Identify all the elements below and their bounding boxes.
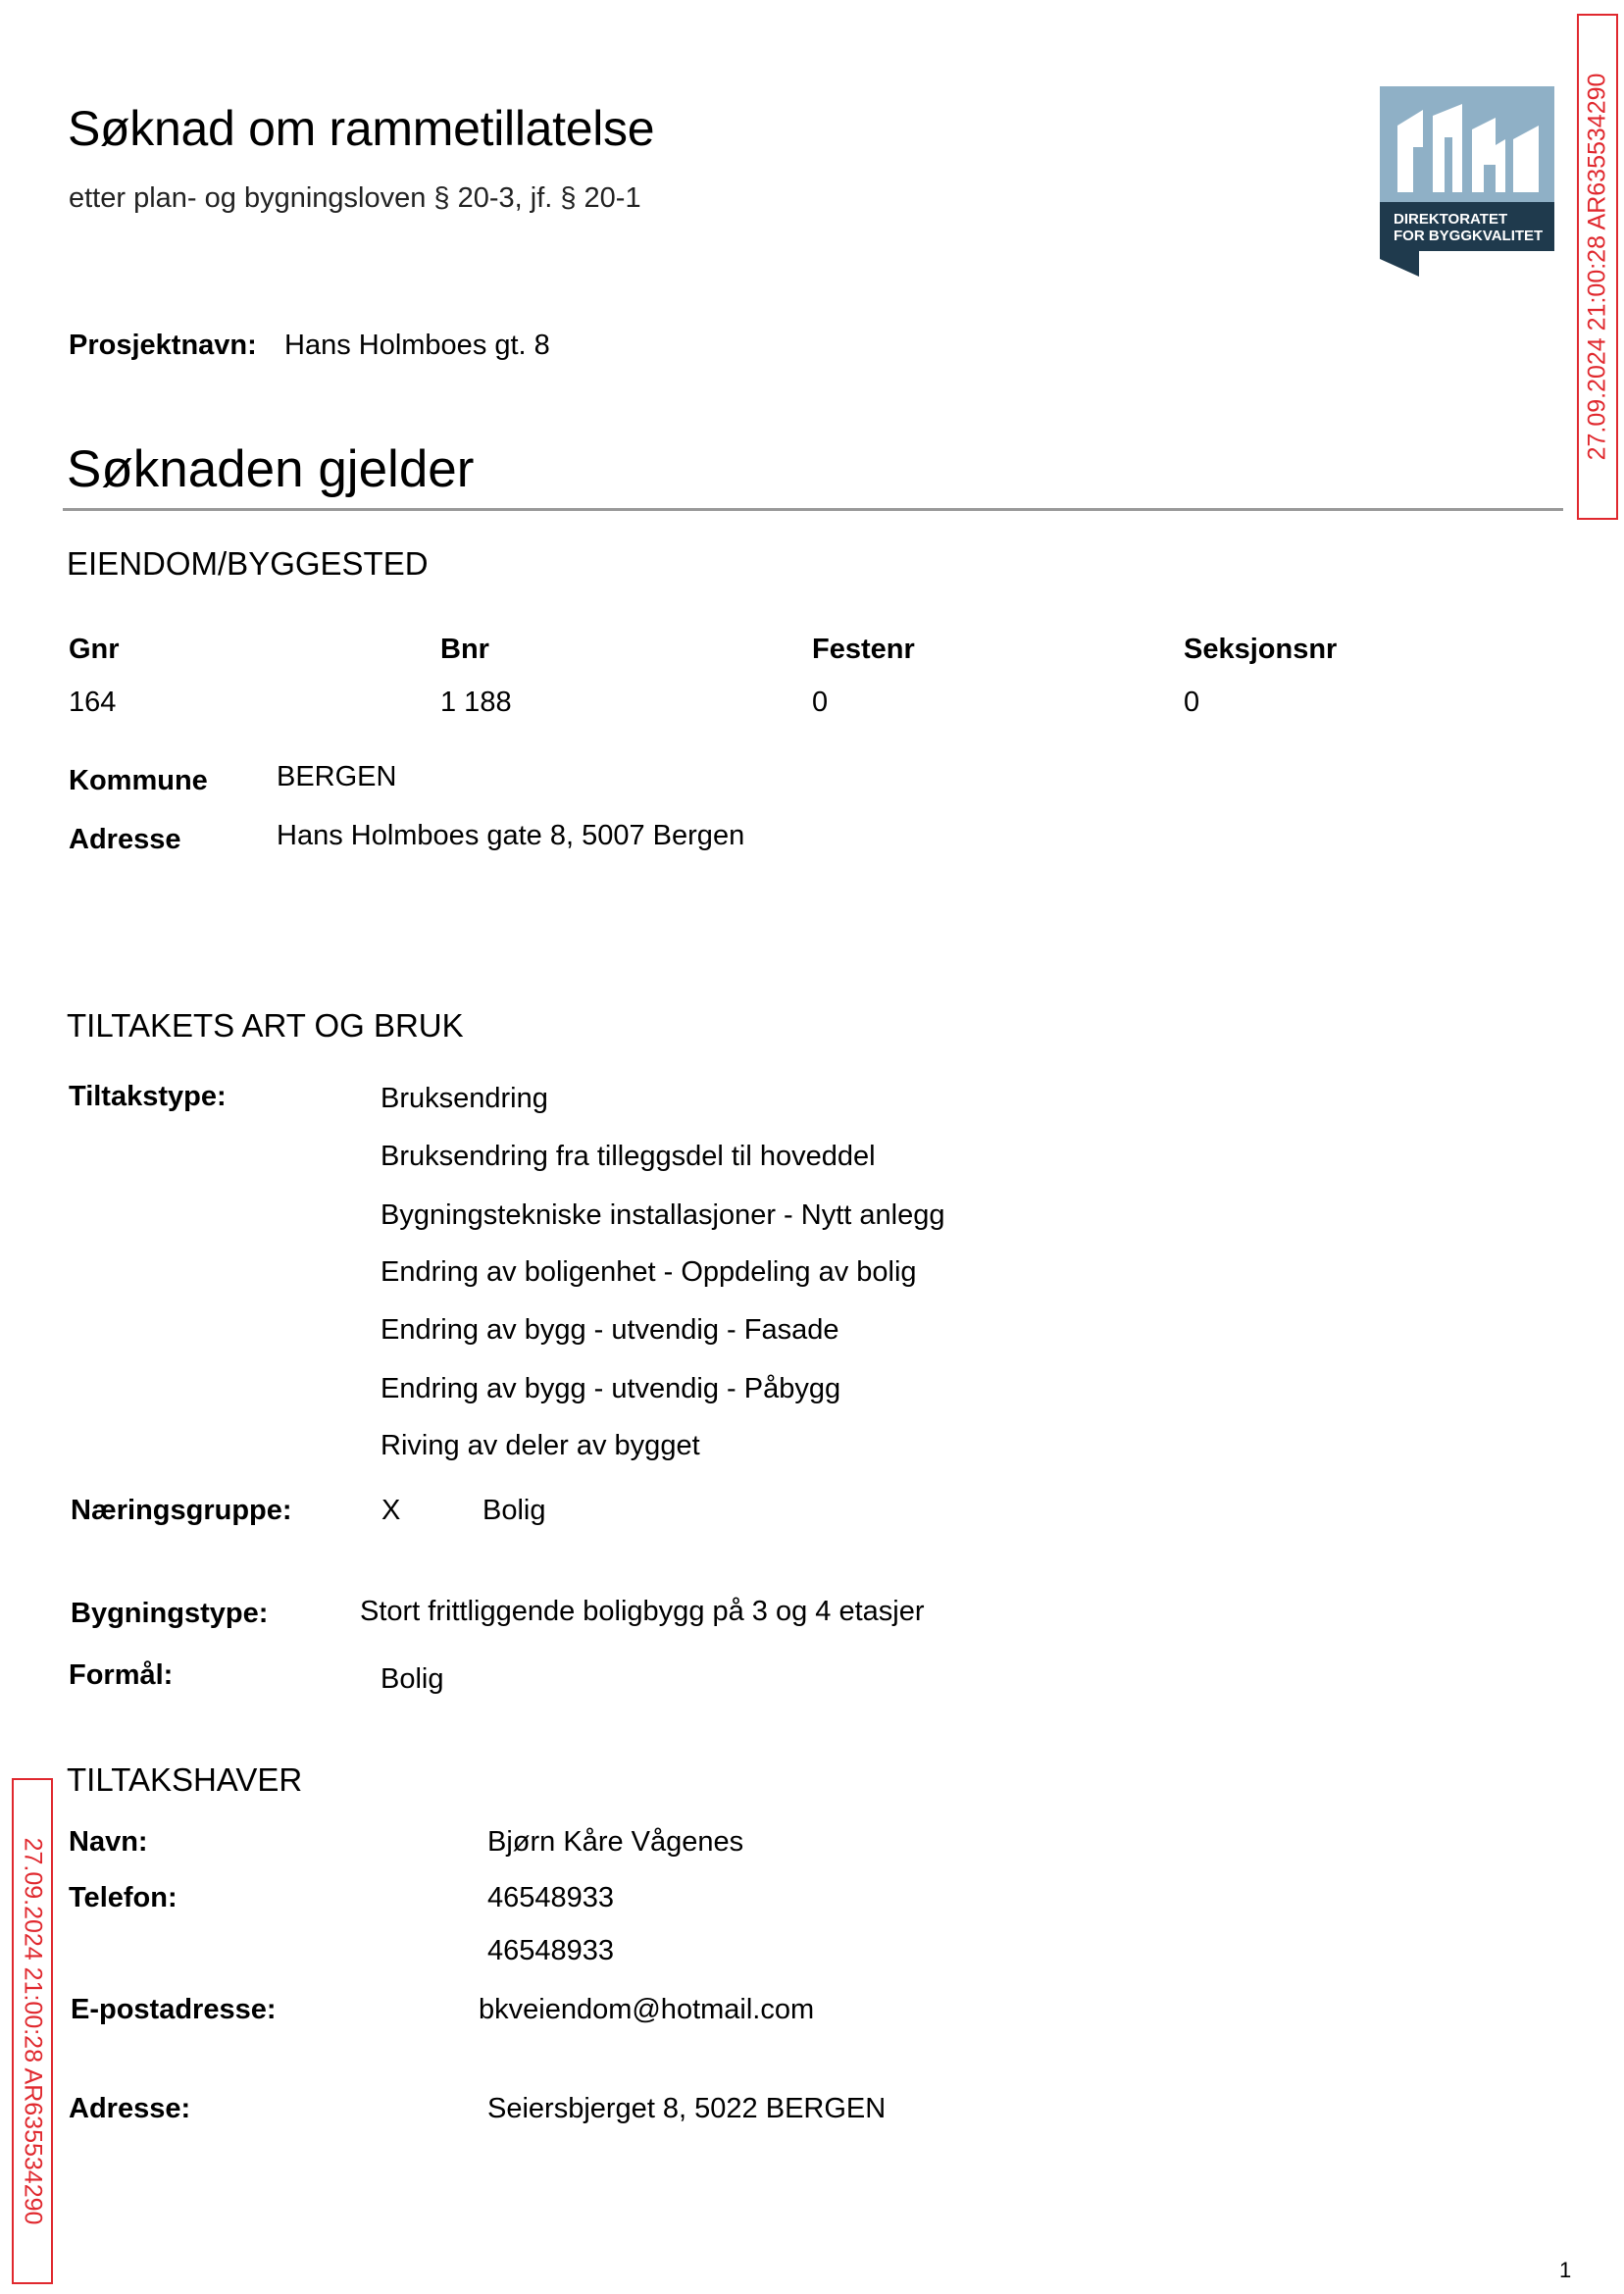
tiltakshaver-adresse-value: Seiersbjerget 8, 5022 BERGEN (487, 2093, 887, 2124)
document-title: Søknad om rammetillatelse (68, 101, 655, 156)
formaal-value: Bolig (381, 1663, 444, 1695)
navn-value: Bjørn Kåre Vågenes (487, 1826, 744, 1858)
tiltakstype-item: Bygningstekniske installasjoner - Nytt anlegg (381, 1199, 945, 1231)
received-stamp-top (1577, 14, 1618, 520)
telefon-label: Telefon: (69, 1882, 178, 1913)
eiendom-heading: EIENDOM/BYGGESTED (67, 545, 429, 582)
seksjonsnr-label: Seksjonsnr (1184, 634, 1338, 665)
gnr-value: 164 (69, 687, 117, 718)
tiltak-heading: TILTAKETS ART OG BRUK (67, 1007, 464, 1044)
kommune-value: BERGEN (277, 761, 397, 792)
received-stamp-top-text: 27.09.2024 21:00:28 AR635534290 (1583, 73, 1611, 461)
formaal-label: Formål: (69, 1659, 174, 1691)
epost-label: E-postadresse: (71, 1994, 277, 2025)
naeringsgruppe-code: X (381, 1495, 401, 1526)
tiltakstype-item: Bruksendring fra tilleggsdel til hoveddel (381, 1141, 876, 1172)
naeringsgruppe-value: Bolig (482, 1495, 546, 1526)
gnr-label: Gnr (69, 634, 120, 665)
tiltakstype-item: Bruksendring (381, 1083, 548, 1114)
seksjonsnr-value: 0 (1184, 687, 1200, 718)
tiltakshaver-heading: TILTAKSHAVER (67, 1761, 303, 1798)
tiltakstype-item: Endring av boligenhet - Oppdeling av bolig (381, 1256, 917, 1288)
logo-line2: FOR BYGGKVALITET (1394, 228, 1544, 244)
bygningstype-value: Stort frittliggende boligbygg på 3 og 4 etasjer (360, 1596, 925, 1627)
telefon-value-secondary: 46548933 (487, 1935, 615, 1966)
project-name-value: Hans Holmboes gt. 8 (284, 330, 550, 361)
project-name-label: Prosjektnavn: (69, 330, 257, 361)
tiltakstype-item: Endring av bygg - utvendig - Fasade (381, 1314, 839, 1346)
tiltakstype-item: Endring av bygg - utvendig - Påbygg (381, 1373, 841, 1404)
festenr-label: Festenr (812, 634, 915, 665)
kommune-label: Kommune (69, 765, 208, 796)
section-divider (63, 508, 1563, 511)
received-stamp-bottom-text: 27.09.2024 21:00:28 AR635534290 (19, 1837, 47, 2225)
dibk-logo (1380, 86, 1554, 277)
navn-label: Navn: (69, 1826, 148, 1858)
adresse-value: Hans Holmboes gate 8, 5007 Bergen (277, 820, 745, 851)
bnr-value: 1 188 (440, 687, 512, 718)
page-number: 1 (1559, 2258, 1572, 2282)
epost-value: bkveiendom@hotmail.com (479, 1994, 815, 2025)
bnr-label: Bnr (440, 634, 489, 665)
naeringsgruppe-label: Næringsgruppe: (71, 1495, 292, 1526)
tiltakstype-item: Riving av deler av bygget (381, 1430, 700, 1461)
bygningstype-label: Bygningstype: (71, 1598, 269, 1629)
received-stamp-bottom (12, 1778, 53, 2284)
document-subtitle: etter plan- og bygningsloven § 20-3, jf. § 20-1 (69, 182, 641, 214)
telefon-value: 46548933 (487, 1882, 615, 1913)
adresse-label: Adresse (69, 824, 181, 855)
section-heading: Søknaden gjelder (67, 440, 475, 498)
logo-line1: DIREKTORATET (1394, 211, 1508, 228)
tiltakstype-label: Tiltakstype: (69, 1081, 227, 1112)
festenr-value: 0 (812, 687, 829, 718)
tiltakshaver-adresse-label: Adresse: (69, 2093, 191, 2124)
